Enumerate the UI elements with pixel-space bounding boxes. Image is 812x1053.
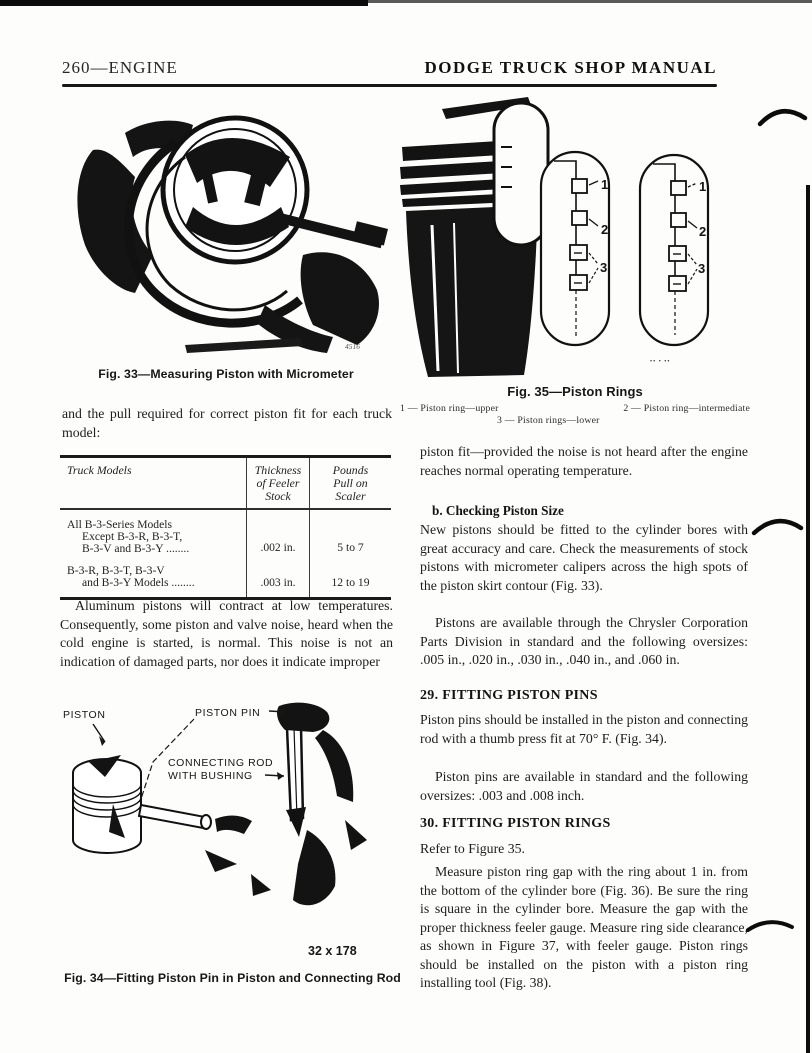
checking-size-paragraph: New pistons should be fitted to the cylinder bores with great accuracy and care. Check the measurements of stock pistons with micrometer calipers across the high spots of the piston skirt contour (Fig. 33).	[420, 522, 748, 593]
fig34-label-piston: PISTON	[63, 709, 106, 721]
scan-edge-top-left	[0, 0, 368, 6]
refer-figure-paragraph: Refer to Figure 35.	[420, 841, 525, 856]
fig34-label-piston-pin: PISTON PIN	[195, 707, 261, 719]
aluminum-pistons-paragraph: Aluminum pistons will contract at low temperatures. Consequently, some piston and valve noise, heard when the cold engine is started, is normal. This noise is not an indication of damaged parts, nor does it indicate improper	[60, 598, 393, 669]
fig33-caption: Fig. 33—Measuring Piston with Micrometer	[98, 367, 354, 381]
piston-fit-spec-table	[60, 455, 391, 600]
fig35-ring3-number: 3	[600, 260, 608, 275]
page-curl-mark	[744, 910, 796, 938]
table-row	[60, 510, 391, 561]
model-cell: B-3-R, B-3-T, B-3-V and B-3-Y Models ........	[67, 564, 195, 590]
scan-edge-right	[806, 185, 810, 1053]
heading-fitting-piston-rings: 30. FITTING PISTON RINGS	[420, 816, 611, 831]
heading-fitting-piston-pins: 29. FITTING PISTON PINS	[420, 688, 598, 703]
fig33-photo-code: 4516	[345, 342, 360, 351]
fig35-plate-smudge: •• • ••	[650, 359, 671, 365]
col-header-truck-models: Truck Models	[67, 463, 132, 477]
fig35-legend-row1	[400, 403, 750, 414]
model-cell: All B-3-Series Models Except B-3-R, B-3-T, B-3-V and B-3-Y ........	[67, 518, 190, 555]
page-curl-mark	[755, 100, 810, 130]
fig35-caption: Fig. 35—Piston Rings	[507, 384, 643, 399]
piston-pins-install-paragraph: Piston pins should be installed in the piston and connecting rod with a thumb press fit at 70° F. (Fig. 34).	[420, 712, 748, 746]
fig35-ring3-number: 3	[698, 261, 706, 276]
fig34-label-with-bushing: WITH BUSHING	[168, 770, 253, 782]
pistons-available-paragraph: Pistons are available through the Chrysler Corporation Parts Division in standard and the following oversizes: .005 in., .020 in., .030 in., .040 in., and .060 in.	[420, 615, 748, 667]
fig35-legend-lower: 3 — Piston rings—lower	[497, 415, 600, 426]
fig34-label-connecting-rod: CONNECTING ROD	[168, 757, 274, 769]
fig35-ring2-number: 2	[601, 222, 609, 237]
fig34-caption: Fig. 34—Fitting Piston Pin in Piston and Connecting Rod	[64, 971, 401, 985]
piston-fit-paragraph: piston fit—provided the noise is not heard after the engine reaches normal operating temperature.	[420, 444, 748, 478]
fig35-ring1-number: 1	[601, 177, 609, 192]
fig35-legend-upper: 1 — Piston ring—upper	[400, 403, 499, 414]
fig35-diagram-piston-rings	[400, 95, 750, 378]
header-rule	[62, 84, 717, 87]
piston-pins-oversizes-paragraph: Piston pins are available in standard and the following oversizes: .003 and .008 inch.	[420, 769, 748, 803]
fig34-plate-number: 32 x 178	[308, 944, 357, 958]
page-number-section: 260—ENGINE	[62, 58, 178, 77]
pounds-cell: 12 to 19	[309, 561, 391, 597]
intro-paragraph: and the pull required for correct piston fit for each truck model:	[62, 406, 392, 440]
fig35-legend-intermediate: 2 — Piston ring—intermediate	[623, 403, 750, 414]
table-row	[60, 561, 391, 597]
fig34-diagram-piston-pin	[55, 700, 400, 938]
table-header-row	[60, 458, 391, 510]
page-curl-mark	[750, 508, 805, 538]
fig35-ring2-number: 2	[699, 224, 707, 239]
thickness-cell: .003 in.	[246, 561, 309, 597]
col-header-thickness: Thickness of Feeler Stock	[246, 458, 309, 508]
pounds-cell: 5 to 7	[309, 510, 391, 561]
thickness-cell: .002 in.	[246, 510, 309, 561]
measure-ring-gap-paragraph: Measure piston ring gap with the ring about 1 in. from the bottom of the cylinder bore (Fig. 36). Be sure the ring is square in the cylinder bore. Measure the gap with the proper thickness feeler gauge. Measure ring side clearance, as shown in Figure 37, with feeler gauge. Piston rings should be installed on the piston with a piston ring installing tool (Fig. 38).	[420, 864, 748, 990]
col-header-pounds: Pounds Pull on Scaler	[309, 458, 391, 508]
manual-title: DODGE TRUCK SHOP MANUAL	[424, 58, 717, 77]
scan-edge-top-right	[368, 0, 812, 3]
fig35-ring1-number: 1	[699, 179, 707, 194]
heading-checking-piston-size: b. Checking Piston Size	[432, 503, 564, 518]
fig33-photo-measuring-piston	[65, 95, 390, 363]
